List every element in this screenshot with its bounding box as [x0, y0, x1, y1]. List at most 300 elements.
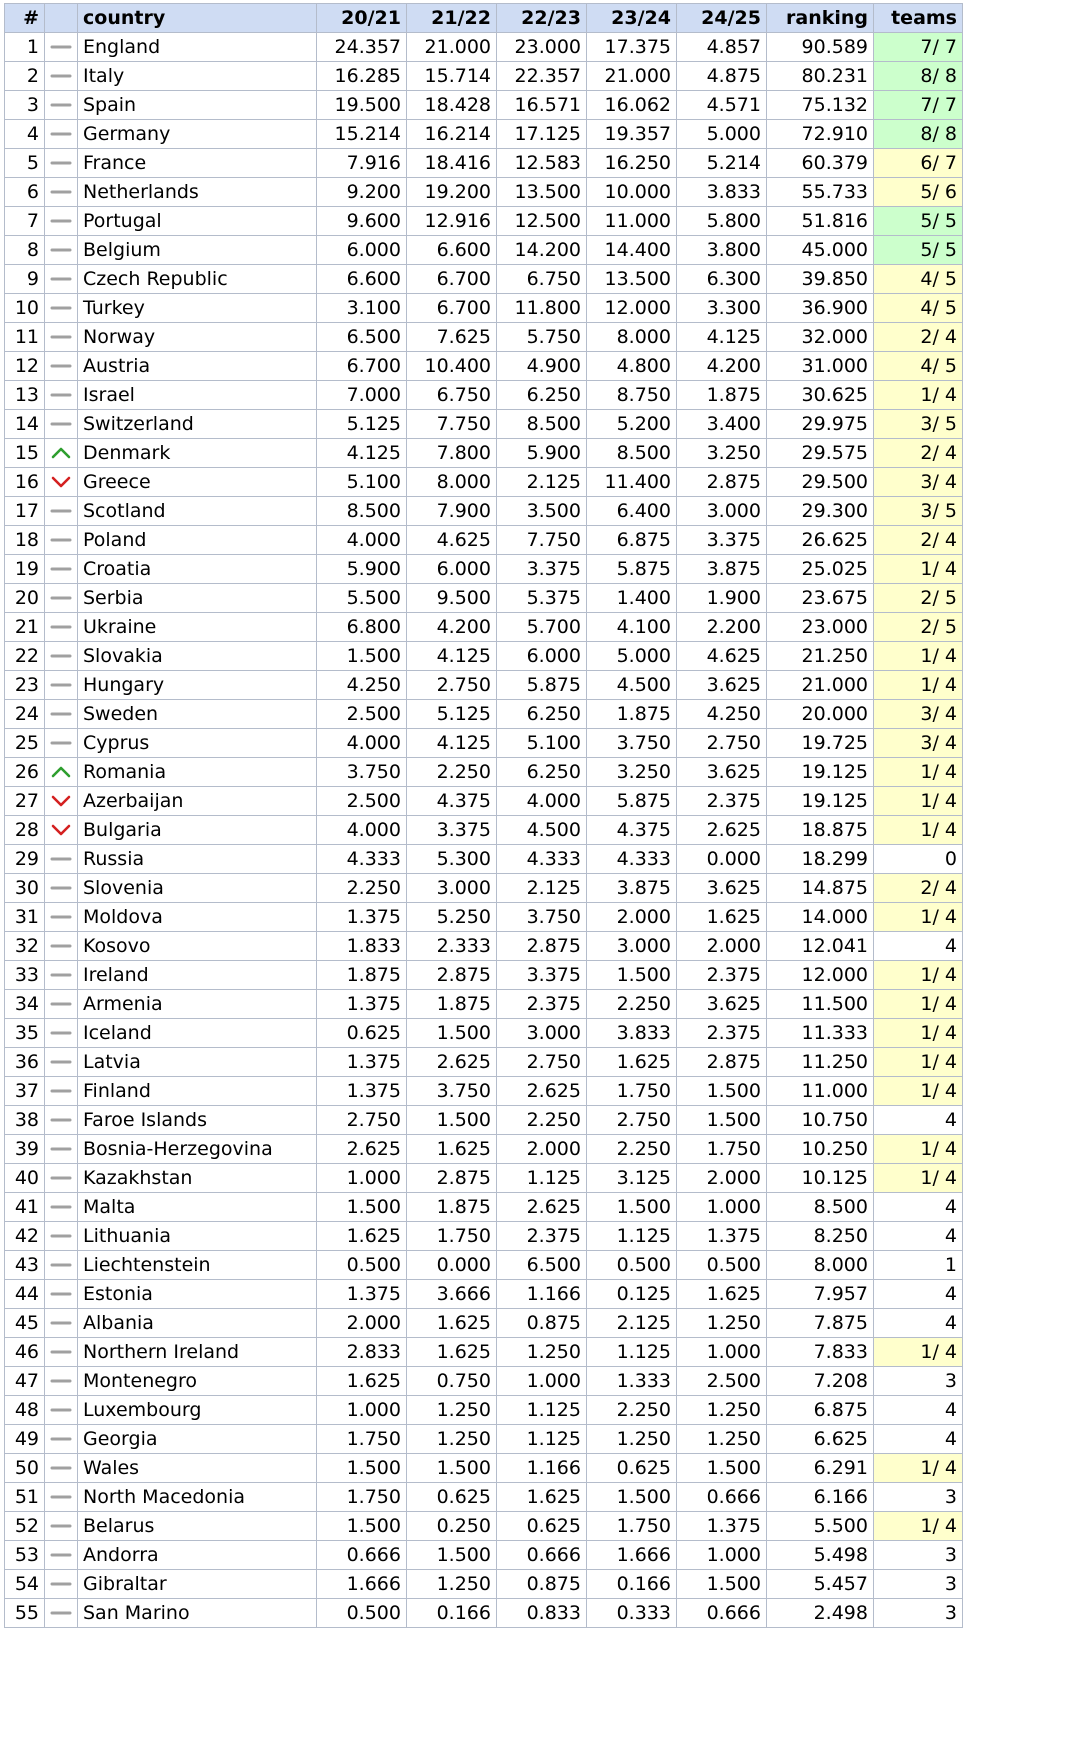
country-name: England	[78, 33, 317, 62]
season-2024-25-value: 5.000	[677, 120, 767, 149]
table-row	[5, 1541, 963, 1570]
season-2021-22-value: 1.750	[407, 1222, 497, 1251]
rank-position: 41	[5, 1193, 45, 1222]
season-2020-21-value: 4.000	[317, 816, 407, 845]
rank-position: 14	[5, 410, 45, 439]
season-2021-22-value: 1.875	[407, 1193, 497, 1222]
country-name: Iceland	[78, 1019, 317, 1048]
season-2022-23-value: 0.875	[497, 1309, 587, 1338]
season-2022-23-value: 8.500	[497, 410, 587, 439]
table-row	[5, 1019, 963, 1048]
ranking-table-container	[4, 3, 963, 1628]
country-name: Portugal	[78, 207, 317, 236]
trend-cell	[45, 410, 78, 439]
trend-cell	[45, 1077, 78, 1106]
season-2020-21-value: 1.375	[317, 1048, 407, 1077]
season-2024-25-value: 6.300	[677, 265, 767, 294]
country-name: Gibraltar	[78, 1570, 317, 1599]
season-2023-24-value: 1.875	[587, 700, 677, 729]
country-name: Bosnia-Herzegovina	[78, 1135, 317, 1164]
teams-count: 3/ 4	[874, 700, 963, 729]
season-2022-23-value: 6.250	[497, 758, 587, 787]
flat-dash-icon	[50, 127, 72, 141]
season-2020-21-value: 4.333	[317, 845, 407, 874]
rank-position: 52	[5, 1512, 45, 1541]
teams-count: 1/ 4	[874, 816, 963, 845]
table-row	[5, 1309, 963, 1338]
season-2022-23-value: 1.125	[497, 1425, 587, 1454]
season-2024-25-value: 3.000	[677, 497, 767, 526]
season-2020-21-value: 1.750	[317, 1483, 407, 1512]
season-2023-24-value: 5.875	[587, 555, 677, 584]
season-2023-24-value: 21.000	[587, 62, 677, 91]
rank-position: 24	[5, 700, 45, 729]
trend-cell	[45, 1338, 78, 1367]
season-2024-25-value: 3.833	[677, 178, 767, 207]
season-2023-24-value: 14.400	[587, 236, 677, 265]
flat-dash-icon	[50, 388, 72, 402]
teams-count: 1/ 4	[874, 1512, 963, 1541]
table-row	[5, 1338, 963, 1367]
season-2022-23-value: 6.500	[497, 1251, 587, 1280]
season-2024-25-value: 2.375	[677, 787, 767, 816]
trend-cell	[45, 1512, 78, 1541]
country-name: Switzerland	[78, 410, 317, 439]
header-season-2022-23[interactable]: 22/23	[497, 4, 587, 33]
season-2020-21-value: 6.000	[317, 236, 407, 265]
season-2021-22-value: 6.000	[407, 555, 497, 584]
rank-position: 3	[5, 91, 45, 120]
season-2022-23-value: 17.125	[497, 120, 587, 149]
season-2023-24-value: 2.250	[587, 1135, 677, 1164]
ranking-total: 10.125	[767, 1164, 874, 1193]
header-pos[interactable]: #	[5, 4, 45, 33]
season-2023-24-value: 1.500	[587, 1483, 677, 1512]
country-name: Northern Ireland	[78, 1338, 317, 1367]
table-row	[5, 1193, 963, 1222]
trend-cell	[45, 323, 78, 352]
trend-cell	[45, 207, 78, 236]
country-name: Spain	[78, 91, 317, 120]
rank-position: 2	[5, 62, 45, 91]
season-2020-21-value: 1.833	[317, 932, 407, 961]
season-2021-22-value: 1.250	[407, 1396, 497, 1425]
country-name: Finland	[78, 1077, 317, 1106]
country-name: Serbia	[78, 584, 317, 613]
rank-position: 12	[5, 352, 45, 381]
season-2023-24-value: 5.875	[587, 787, 677, 816]
season-2020-21-value: 4.000	[317, 729, 407, 758]
season-2021-22-value: 0.625	[407, 1483, 497, 1512]
season-2020-21-value: 15.214	[317, 120, 407, 149]
trend-cell	[45, 584, 78, 613]
season-2023-24-value: 0.125	[587, 1280, 677, 1309]
season-2023-24-value: 11.000	[587, 207, 677, 236]
teams-count: 2/ 4	[874, 439, 963, 468]
season-2022-23-value: 0.666	[497, 1541, 587, 1570]
table-row	[5, 1570, 963, 1599]
trend-cell	[45, 1425, 78, 1454]
teams-count: 5/ 5	[874, 236, 963, 265]
trend-cell	[45, 1541, 78, 1570]
header-teams[interactable]: teams	[874, 4, 963, 33]
season-2021-22-value: 0.250	[407, 1512, 497, 1541]
trend-cell	[45, 990, 78, 1019]
season-2022-23-value: 16.571	[497, 91, 587, 120]
country-name: Liechtenstein	[78, 1251, 317, 1280]
flat-dash-icon	[50, 1432, 72, 1446]
flat-dash-icon	[50, 359, 72, 373]
season-2024-25-value: 4.125	[677, 323, 767, 352]
teams-count: 2/ 4	[874, 526, 963, 555]
table-row	[5, 671, 963, 700]
country-name: France	[78, 149, 317, 178]
trend-cell	[45, 497, 78, 526]
rank-position: 37	[5, 1077, 45, 1106]
season-2020-21-value: 6.700	[317, 352, 407, 381]
trend-cell	[45, 381, 78, 410]
season-2021-22-value: 1.625	[407, 1309, 497, 1338]
teams-count: 1/ 4	[874, 1454, 963, 1483]
season-2023-24-value: 2.750	[587, 1106, 677, 1135]
season-2020-21-value: 7.916	[317, 149, 407, 178]
season-2024-25-value: 3.625	[677, 758, 767, 787]
season-2020-21-value: 9.200	[317, 178, 407, 207]
season-2020-21-value: 1.625	[317, 1222, 407, 1251]
season-2024-25-value: 2.875	[677, 1048, 767, 1077]
header-country[interactable]: country	[78, 4, 317, 33]
table-row	[5, 33, 963, 62]
rank-position: 22	[5, 642, 45, 671]
country-name: Georgia	[78, 1425, 317, 1454]
ranking-total: 5.498	[767, 1541, 874, 1570]
season-2022-23-value: 6.250	[497, 700, 587, 729]
season-2024-25-value: 1.000	[677, 1541, 767, 1570]
teams-count: 4	[874, 1106, 963, 1135]
season-2020-21-value: 5.900	[317, 555, 407, 584]
country-name: Slovakia	[78, 642, 317, 671]
season-2024-25-value: 3.800	[677, 236, 767, 265]
ranking-total: 6.875	[767, 1396, 874, 1425]
country-name: Italy	[78, 62, 317, 91]
season-2021-22-value: 4.125	[407, 642, 497, 671]
season-2024-25-value: 4.625	[677, 642, 767, 671]
country-name: Albania	[78, 1309, 317, 1338]
rank-position: 29	[5, 845, 45, 874]
ranking-total: 21.000	[767, 671, 874, 700]
season-2022-23-value: 3.000	[497, 1019, 587, 1048]
country-name: Wales	[78, 1454, 317, 1483]
teams-count: 2/ 5	[874, 584, 963, 613]
teams-count: 4	[874, 1425, 963, 1454]
ranking-total: 51.816	[767, 207, 874, 236]
season-2020-21-value: 1.500	[317, 642, 407, 671]
flat-dash-icon	[50, 1287, 72, 1301]
rank-position: 23	[5, 671, 45, 700]
flat-dash-icon	[50, 1113, 72, 1127]
flat-dash-icon	[50, 1055, 72, 1069]
season-2024-25-value: 4.875	[677, 62, 767, 91]
season-2023-24-value: 3.125	[587, 1164, 677, 1193]
season-2023-24-value: 4.800	[587, 352, 677, 381]
season-2021-22-value: 1.625	[407, 1338, 497, 1367]
teams-count: 2/ 4	[874, 323, 963, 352]
trend-cell	[45, 178, 78, 207]
ranking-total: 5.500	[767, 1512, 874, 1541]
country-name: Slovenia	[78, 874, 317, 903]
season-2024-25-value: 1.500	[677, 1106, 767, 1135]
season-2024-25-value: 4.857	[677, 33, 767, 62]
country-name: Hungary	[78, 671, 317, 700]
ranking-total: 25.025	[767, 555, 874, 584]
season-2022-23-value: 5.700	[497, 613, 587, 642]
season-2023-24-value: 2.125	[587, 1309, 677, 1338]
rank-position: 51	[5, 1483, 45, 1512]
season-2020-21-value: 6.500	[317, 323, 407, 352]
flat-dash-icon	[50, 1171, 72, 1185]
rank-position: 1	[5, 33, 45, 62]
season-2023-24-value: 3.833	[587, 1019, 677, 1048]
country-name: Kazakhstan	[78, 1164, 317, 1193]
teams-count: 4	[874, 1222, 963, 1251]
flat-dash-icon	[50, 1084, 72, 1098]
teams-count: 3	[874, 1483, 963, 1512]
down-chevron-icon	[50, 475, 72, 489]
season-2022-23-value: 2.750	[497, 1048, 587, 1077]
trend-cell	[45, 961, 78, 990]
table-row	[5, 120, 963, 149]
trend-cell	[45, 555, 78, 584]
season-2024-25-value: 1.375	[677, 1512, 767, 1541]
flat-dash-icon	[50, 1606, 72, 1620]
header-season-2023-24[interactable]: 23/24	[587, 4, 677, 33]
flat-dash-icon	[50, 533, 72, 547]
season-2024-25-value: 1.250	[677, 1396, 767, 1425]
season-2022-23-value: 5.750	[497, 323, 587, 352]
season-2022-23-value: 0.833	[497, 1599, 587, 1628]
table-row	[5, 323, 963, 352]
season-2020-21-value: 3.100	[317, 294, 407, 323]
season-2023-24-value: 1.625	[587, 1048, 677, 1077]
season-2022-23-value: 5.375	[497, 584, 587, 613]
season-2021-22-value: 6.600	[407, 236, 497, 265]
country-name: Denmark	[78, 439, 317, 468]
ranking-total: 30.625	[767, 381, 874, 410]
season-2023-24-value: 1.400	[587, 584, 677, 613]
season-2023-24-value: 3.875	[587, 874, 677, 903]
country-name: Turkey	[78, 294, 317, 323]
season-2021-22-value: 3.666	[407, 1280, 497, 1309]
season-2023-24-value: 6.400	[587, 497, 677, 526]
season-2024-25-value: 3.625	[677, 671, 767, 700]
header-ranking[interactable]: ranking	[767, 4, 874, 33]
ranking-total: 5.457	[767, 1570, 874, 1599]
season-2021-22-value: 2.875	[407, 961, 497, 990]
country-name: Latvia	[78, 1048, 317, 1077]
teams-count: 1/ 4	[874, 381, 963, 410]
teams-count: 1/ 4	[874, 1135, 963, 1164]
season-2023-24-value: 16.250	[587, 149, 677, 178]
table-row	[5, 787, 963, 816]
season-2021-22-value: 2.250	[407, 758, 497, 787]
season-2024-25-value: 0.000	[677, 845, 767, 874]
ranking-total: 14.000	[767, 903, 874, 932]
table-row	[5, 816, 963, 845]
trend-cell	[45, 1048, 78, 1077]
flat-dash-icon	[50, 330, 72, 344]
trend-cell	[45, 62, 78, 91]
season-2020-21-value: 1.500	[317, 1193, 407, 1222]
rank-position: 9	[5, 265, 45, 294]
season-2022-23-value: 11.800	[497, 294, 587, 323]
teams-count: 1/ 4	[874, 1338, 963, 1367]
season-2021-22-value: 6.750	[407, 381, 497, 410]
rank-position: 42	[5, 1222, 45, 1251]
rank-position: 6	[5, 178, 45, 207]
ranking-total: 10.250	[767, 1135, 874, 1164]
season-2023-24-value: 1.333	[587, 1367, 677, 1396]
flat-dash-icon	[50, 852, 72, 866]
season-2022-23-value: 1.125	[497, 1396, 587, 1425]
trend-cell	[45, 758, 78, 787]
ranking-total: 11.000	[767, 1077, 874, 1106]
header-season-2021-22[interactable]: 21/22	[407, 4, 497, 33]
table-row	[5, 1599, 963, 1628]
season-2021-22-value: 3.750	[407, 1077, 497, 1106]
table-row	[5, 555, 963, 584]
season-2020-21-value: 2.833	[317, 1338, 407, 1367]
trend-cell	[45, 1280, 78, 1309]
season-2020-21-value: 4.250	[317, 671, 407, 700]
season-2021-22-value: 18.416	[407, 149, 497, 178]
country-name: Germany	[78, 120, 317, 149]
trend-cell	[45, 642, 78, 671]
rank-position: 10	[5, 294, 45, 323]
season-2022-23-value: 2.375	[497, 1222, 587, 1251]
rank-position: 44	[5, 1280, 45, 1309]
teams-count: 0	[874, 845, 963, 874]
season-2021-22-value: 19.200	[407, 178, 497, 207]
season-2022-23-value: 12.500	[497, 207, 587, 236]
country-name: Luxembourg	[78, 1396, 317, 1425]
country-name: Sweden	[78, 700, 317, 729]
country-name: Belarus	[78, 1512, 317, 1541]
header-trend	[45, 4, 78, 33]
season-2021-22-value: 7.900	[407, 497, 497, 526]
header-row	[5, 4, 963, 33]
season-2021-22-value: 12.916	[407, 207, 497, 236]
flat-dash-icon	[50, 40, 72, 54]
trend-cell	[45, 671, 78, 700]
table-row	[5, 758, 963, 787]
season-2020-21-value: 3.750	[317, 758, 407, 787]
season-2023-24-value: 3.750	[587, 729, 677, 758]
country-name: Cyprus	[78, 729, 317, 758]
season-2024-25-value: 0.666	[677, 1483, 767, 1512]
season-2020-21-value: 1.625	[317, 1367, 407, 1396]
ranking-total: 7.208	[767, 1367, 874, 1396]
season-2023-24-value: 17.375	[587, 33, 677, 62]
season-2024-25-value: 1.900	[677, 584, 767, 613]
ranking-total: 23.000	[767, 613, 874, 642]
season-2021-22-value: 2.333	[407, 932, 497, 961]
season-2020-21-value: 0.500	[317, 1251, 407, 1280]
country-name: Montenegro	[78, 1367, 317, 1396]
season-2022-23-value: 1.166	[497, 1280, 587, 1309]
season-2022-23-value: 0.625	[497, 1512, 587, 1541]
season-2023-24-value: 12.000	[587, 294, 677, 323]
teams-count: 4	[874, 1280, 963, 1309]
teams-count: 1/ 4	[874, 1077, 963, 1106]
season-2024-25-value: 3.400	[677, 410, 767, 439]
season-2022-23-value: 1.250	[497, 1338, 587, 1367]
season-2022-23-value: 3.500	[497, 497, 587, 526]
rank-position: 27	[5, 787, 45, 816]
season-2020-21-value: 1.875	[317, 961, 407, 990]
trend-cell	[45, 439, 78, 468]
trend-cell	[45, 294, 78, 323]
ranking-total: 18.875	[767, 816, 874, 845]
header-season-2020-21[interactable]: 20/21	[317, 4, 407, 33]
season-2020-21-value: 1.500	[317, 1512, 407, 1541]
season-2023-24-value: 1.500	[587, 1193, 677, 1222]
trend-cell	[45, 265, 78, 294]
season-2024-25-value: 1.000	[677, 1193, 767, 1222]
season-2023-24-value: 6.875	[587, 526, 677, 555]
ranking-total: 23.675	[767, 584, 874, 613]
rank-position: 46	[5, 1338, 45, 1367]
trend-cell	[45, 1367, 78, 1396]
season-2022-23-value: 6.750	[497, 265, 587, 294]
teams-count: 3/ 5	[874, 410, 963, 439]
season-2024-25-value: 2.875	[677, 468, 767, 497]
flat-dash-icon	[50, 1490, 72, 1504]
flat-dash-icon	[50, 1461, 72, 1475]
trend-cell	[45, 1483, 78, 1512]
trend-cell	[45, 91, 78, 120]
teams-count: 3/ 4	[874, 468, 963, 497]
teams-count: 4/ 5	[874, 294, 963, 323]
ranking-total: 14.875	[767, 874, 874, 903]
teams-count: 8/ 8	[874, 120, 963, 149]
header-season-2024-25[interactable]: 24/25	[677, 4, 767, 33]
table-row	[5, 961, 963, 990]
season-2023-24-value: 0.500	[587, 1251, 677, 1280]
trend-cell	[45, 33, 78, 62]
season-2021-22-value: 15.714	[407, 62, 497, 91]
table-body	[5, 33, 963, 1628]
flat-dash-icon	[50, 881, 72, 895]
season-2022-23-value: 3.375	[497, 961, 587, 990]
season-2023-24-value: 8.750	[587, 381, 677, 410]
flat-dash-icon	[50, 1403, 72, 1417]
ranking-total: 75.132	[767, 91, 874, 120]
season-2022-23-value: 2.625	[497, 1077, 587, 1106]
country-name: Andorra	[78, 1541, 317, 1570]
rank-position: 13	[5, 381, 45, 410]
country-name: Faroe Islands	[78, 1106, 317, 1135]
rank-position: 30	[5, 874, 45, 903]
ranking-total: 19.125	[767, 787, 874, 816]
teams-count: 8/ 8	[874, 62, 963, 91]
table-row	[5, 468, 963, 497]
table-row	[5, 700, 963, 729]
table-row	[5, 845, 963, 874]
ranking-total: 6.291	[767, 1454, 874, 1483]
season-2021-22-value: 0.750	[407, 1367, 497, 1396]
table-row	[5, 1222, 963, 1251]
teams-count: 1/ 4	[874, 671, 963, 700]
